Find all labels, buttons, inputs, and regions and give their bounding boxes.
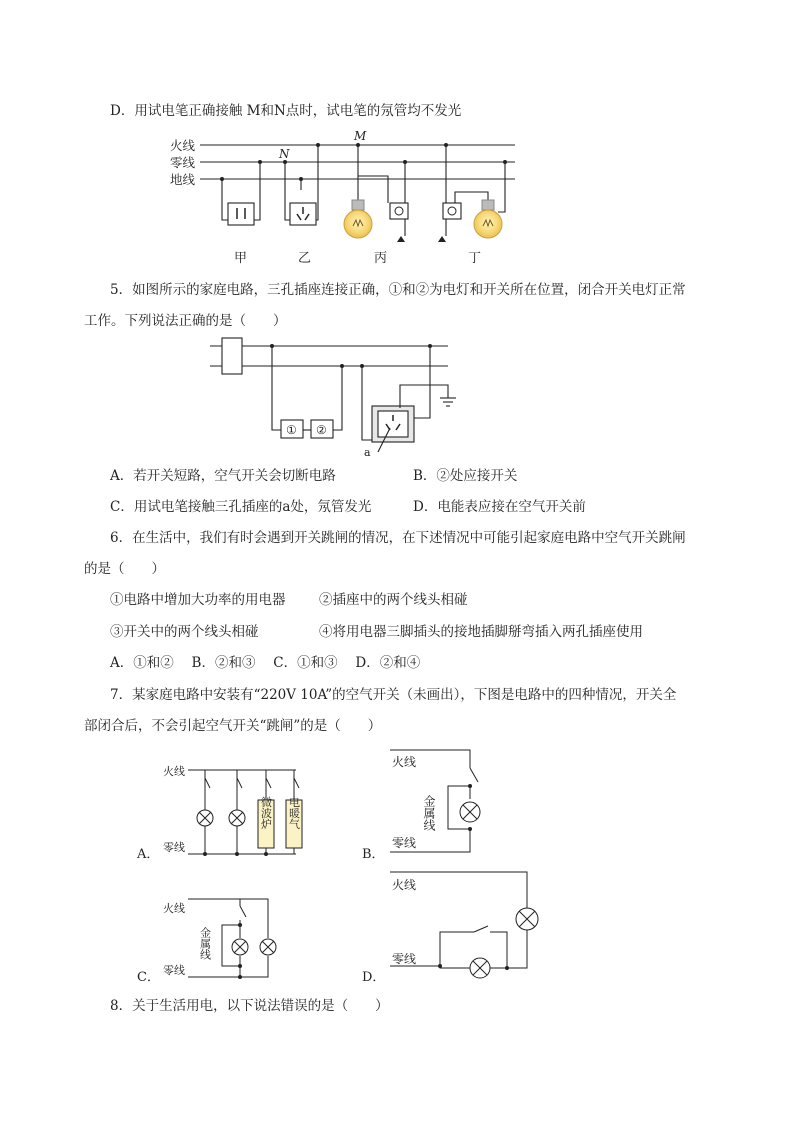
q7b-letter: B．	[362, 847, 385, 862]
q6-stem-line2: 的是（ ）	[84, 561, 165, 577]
q7c-wire-label: 金属线	[198, 927, 212, 960]
q7c-live-label: 火线	[163, 902, 185, 915]
q5-stem-line2: 工作。下列说法正确的是（ ）	[84, 313, 287, 329]
q7b-wire-label: 金属线	[422, 795, 436, 831]
q4-label-ding: 丁	[468, 251, 482, 266]
q5-option-b: B．②处应接开关	[413, 468, 518, 484]
q7a-microwave-label: 微波炉	[259, 796, 273, 830]
q6-item2: ②插座中的两个线头相碰	[319, 592, 468, 608]
q7a-neutral-label: 零线	[163, 841, 185, 854]
q7a-letter: A．	[137, 847, 160, 862]
q7-figure-c	[137, 899, 276, 985]
q5-option-a: A．若开关短路，空气开关会切断电路	[110, 468, 336, 484]
q4-label-bing: 丙	[374, 251, 388, 266]
q5-stem-line1: 5．如图所示的家庭电路，三孔插座连接正确，①和②为电灯和开关所在位置，闭合开关电灯正常	[110, 282, 686, 298]
q7d-letter: D．	[362, 970, 386, 985]
q5-option-d: D．电能表应接在空气开关前	[413, 499, 586, 515]
q7-figure-d	[362, 872, 538, 985]
q4-point-m: M	[354, 129, 367, 143]
q4-label-yi: 乙	[298, 251, 312, 266]
q6-choices: A．①和② B．②和③ C．①和③ D．②和④	[110, 655, 421, 671]
q7-figure-a	[136, 764, 302, 862]
q6-stem-line1: 6．在生活中，我们有时会遇到开关跳闸的情况，在下述情况中可能引起家庭电路中空气开关跳闸	[110, 530, 686, 546]
q7-stem-line2: 部闭合后，不会引起空气开关“跳闸”的是（ ）	[84, 718, 382, 734]
q7a-live-label: 火线	[163, 765, 185, 778]
q7d-live-label: 火线	[392, 878, 417, 892]
q4-ground-label: 地线	[170, 172, 196, 187]
q4-option-d: D．用试电笔正确接触 M和N点时，试电笔的氖管均不发光	[110, 103, 462, 119]
q5-point-a: a	[364, 446, 371, 459]
q6-item1: ①电路中增加大功率的用电器	[110, 592, 286, 608]
q7-figure-b	[362, 750, 480, 862]
q7c-letter: C．	[137, 970, 160, 985]
q4-neutral-label: 零线	[170, 155, 196, 170]
q7a-heater-label: 电暖气	[287, 796, 301, 830]
q7d-neutral-label: 零线	[392, 952, 417, 966]
q6-item3: ③开关中的两个线头相碰	[110, 624, 259, 640]
q7c-neutral-label: 零线	[163, 964, 185, 977]
q7b-live-label: 火线	[392, 755, 417, 769]
q6-item4: ④将用电器三脚插头的接地插脚掰弯插入两孔插座使用	[319, 624, 643, 640]
q7b-neutral-label: 零线	[392, 836, 417, 850]
q7-stem-line1: 7．某家庭电路中安装有“220V 10A”的空气开关（未画出），下图是电路中的四种情况，开关全	[110, 687, 677, 703]
q8-stem: 8．关于生活用电，以下说法错误的是（ ）	[110, 998, 389, 1014]
q4-label-jia: 甲	[234, 251, 248, 266]
q4-point-n: N	[279, 147, 290, 161]
q4-live-label: 火线	[170, 138, 196, 153]
q5-box2-label: ②	[316, 423, 327, 437]
q5-box1-label: ①	[286, 423, 297, 437]
q5-option-c: C．用试电笔接触三孔插座的a处，氖管发光	[110, 499, 372, 515]
